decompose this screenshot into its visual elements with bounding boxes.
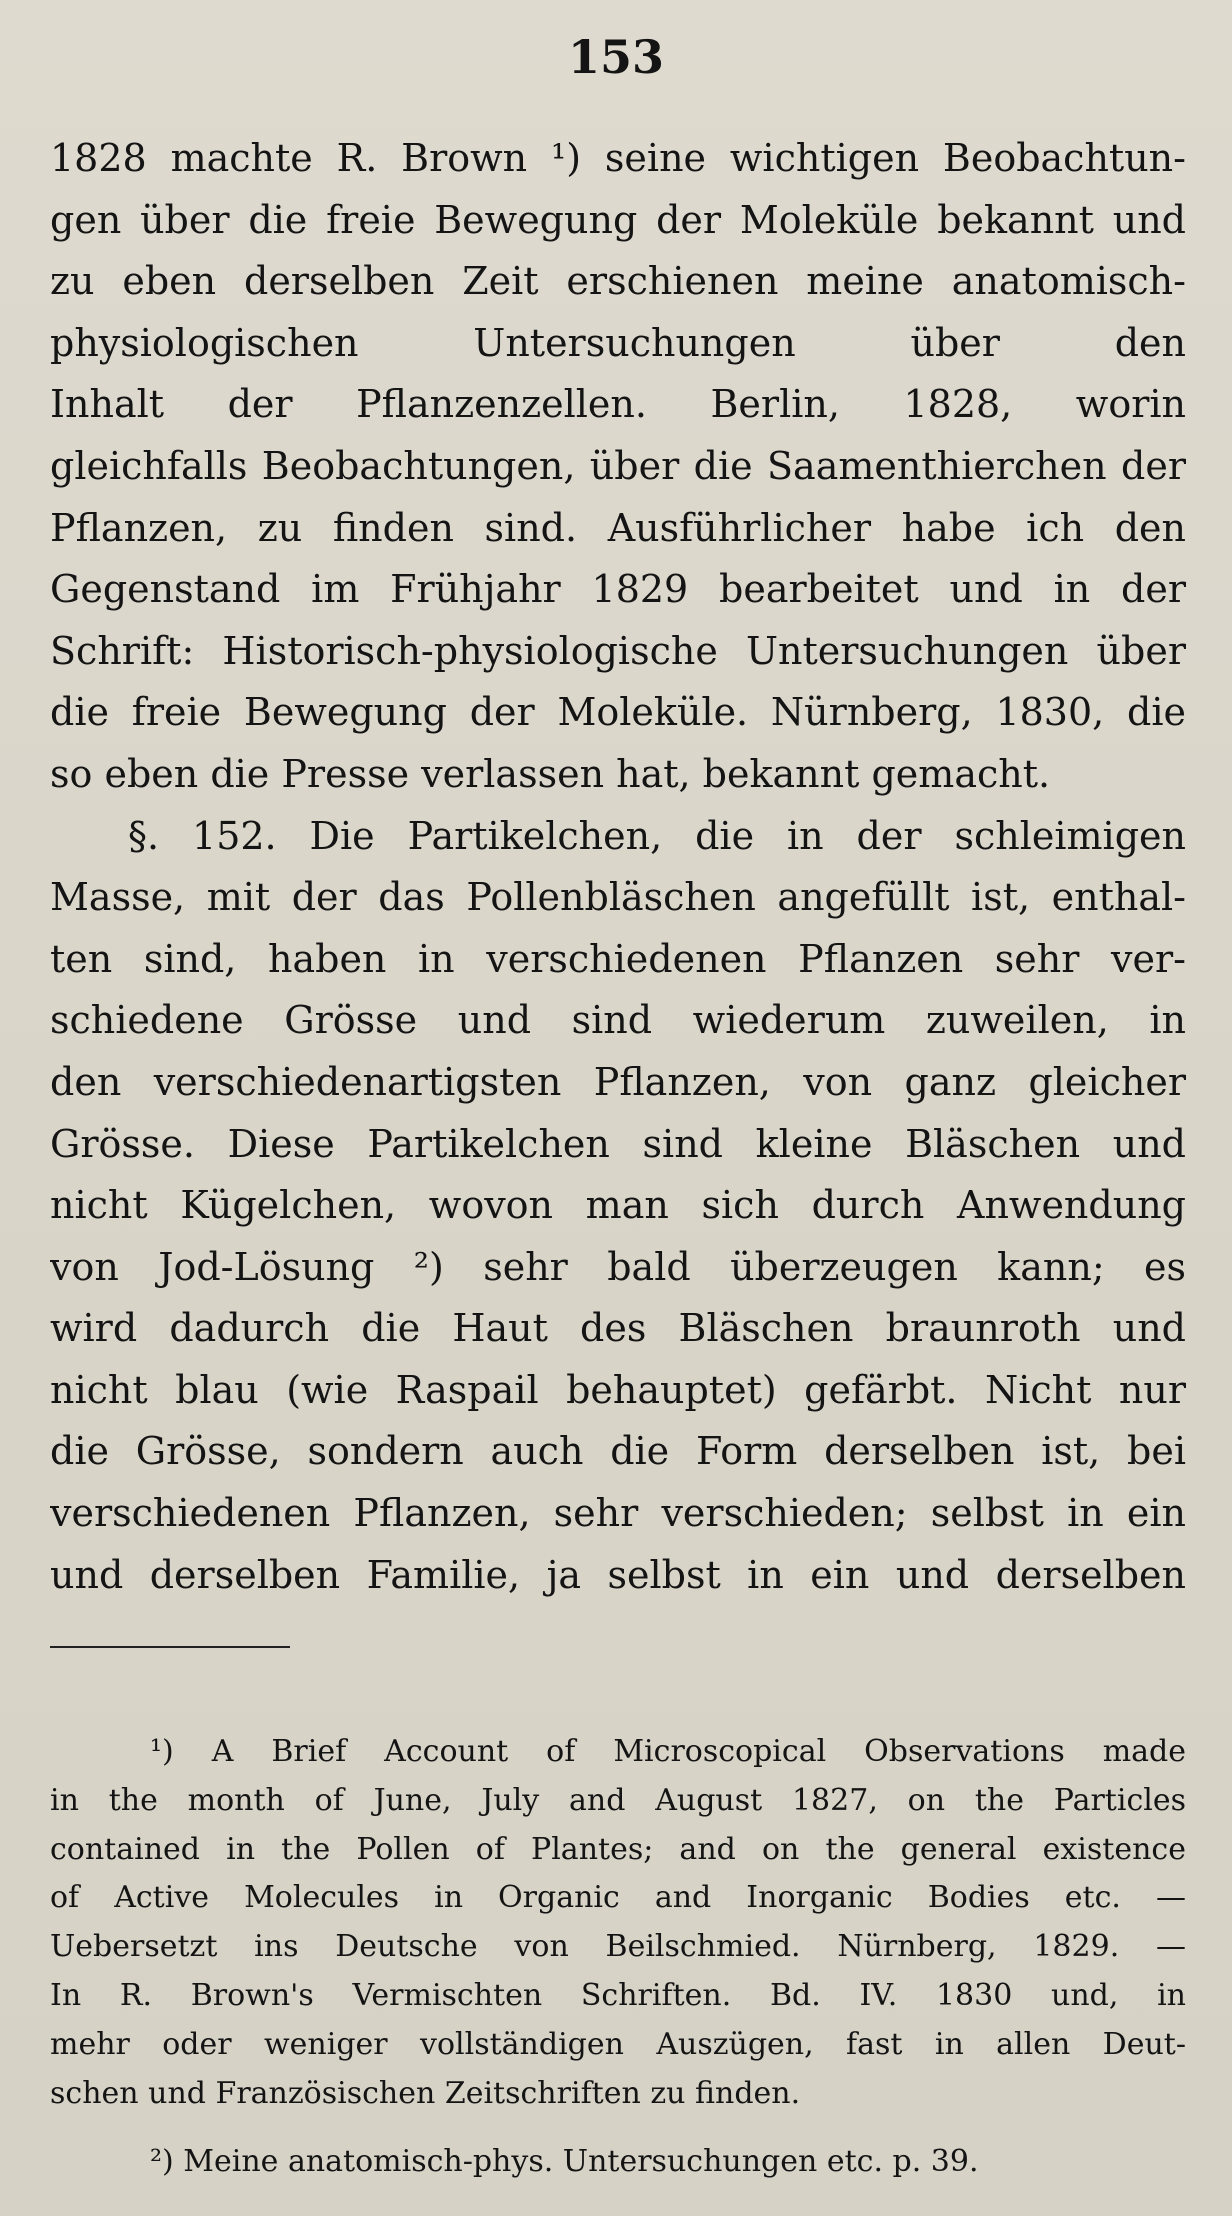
footnote-line: mehr oder weniger vollständigen Auszügen, fast in allen Deut- <box>50 2026 1186 2062</box>
text-line: von Jod-Lösung ²) sehr bald überzeugen kann; es <box>50 1244 1186 1289</box>
text-line: die Grösse, sondern auch die Form derselben ist, bei <box>50 1429 1186 1474</box>
text-line: nicht Kügelchen, wovon man sich durch Anwendung <box>50 1183 1186 1228</box>
footnote-divider <box>50 1646 290 1648</box>
main-text <box>50 128 1186 1606</box>
footnote-line: in the month of June, July and August 1827, on the Particles <box>50 1782 1186 1818</box>
footnote-line: of Active Molecules in Organic and Inorganic Bodies etc. — <box>50 1880 1186 1916</box>
footnote-line: ¹) A Brief Account of Microscopical Observations made <box>150 1734 1186 1769</box>
text-line: Pflanzen, zu finden sind. Ausführlicher habe ich den <box>50 505 1186 550</box>
text-line: wird dadurch die Haut des Bläschen braunroth und <box>50 1306 1186 1351</box>
text-line: 1828 machte R. Brown ¹) seine wichtigen Beobachtun- <box>50 136 1186 180</box>
text-line: Grösse. Diese Partikelchen sind kleine Bläschen und <box>50 1121 1186 1166</box>
footnote-line: schen und Französischen Zeitschriften zu finden. <box>50 2075 801 2111</box>
text-line: Inhalt der Pflanzenzellen. Berlin, 1828, worin <box>50 382 1186 427</box>
text-line: so eben die Presse verlassen hat, bekannt gemacht. <box>50 751 1051 796</box>
text-line: verschiedenen Pflanzen, sehr verschieden; selbst in ein <box>50 1491 1186 1536</box>
section-heading-line: §. 152. Die Partikelchen, die in der schleimigen <box>128 813 1186 858</box>
text-line: die freie Bewegung der Moleküle. Nürnberg, 1830, die <box>50 690 1186 735</box>
text-line: gleichfalls Beobachtungen, über die Saamenthierchen der <box>50 443 1186 488</box>
text-line: Schrift: Historisch-physiologische Untersuchungen über <box>50 628 1186 673</box>
text-line: nicht blau (wie Raspail behauptet) gefärbt. Nicht nur <box>50 1367 1186 1412</box>
text-line: und derselben Familie, ja selbst in ein und derselben <box>50 1552 1186 1597</box>
text-line: Gegenstand im Frühjahr 1829 bearbeitet und in der <box>50 567 1186 612</box>
text-line: zu eben derselben Zeit erschienen meine anatomisch- <box>50 259 1186 304</box>
text-line: Masse, mit der das Pollenbläschen angefüllt ist, enthal- <box>50 875 1186 920</box>
text-line: schiedene Grösse und sind wiederum zuweilen, in <box>50 998 1186 1043</box>
page-number: 153 <box>567 30 665 84</box>
footnote-line: Uebersetzt ins Deutsche von Beilschmied. Nürnberg, 1829. — <box>50 1929 1186 1965</box>
footnotes <box>50 1728 1186 2187</box>
text-line: ten sind, haben in verschiedenen Pflanzen sehr ver- <box>50 936 1186 981</box>
text-line: den verschiedenartigsten Pflanzen, von ganz gleicher <box>50 1059 1186 1104</box>
footnote-line: In R. Brown's Vermischten Schriften. Bd. IV. 1830 und, in <box>50 1977 1186 2013</box>
text-line: physiologischen Untersuchungen über den <box>50 320 1186 365</box>
text-line: gen über die freie Bewegung der Moleküle bekannt und <box>50 197 1186 242</box>
footnote-line: ²) Meine anatomisch-phys. Untersuchungen etc. p. 39. <box>150 2144 979 2180</box>
footnote-line: contained in the Pollen of Plantes; and on the general existence <box>50 1831 1186 1867</box>
